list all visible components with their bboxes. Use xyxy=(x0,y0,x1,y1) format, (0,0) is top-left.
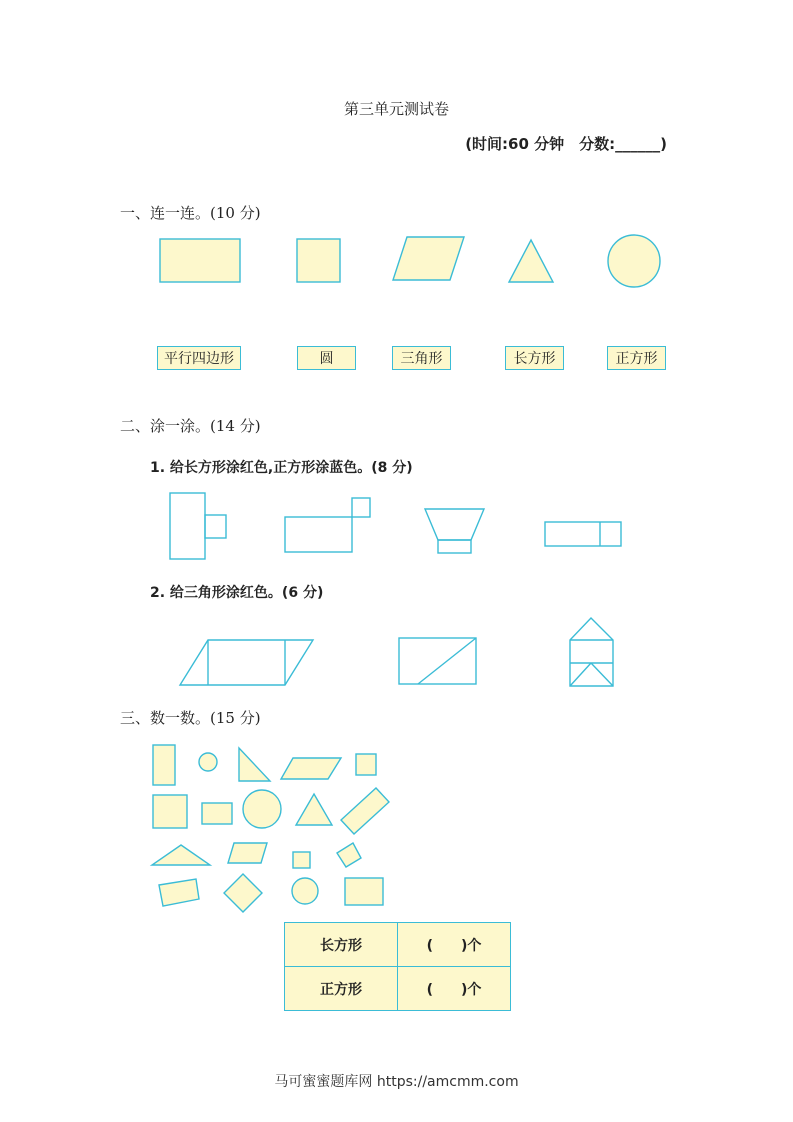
triangle-shape xyxy=(509,240,553,282)
count-circle-2 xyxy=(292,878,318,904)
rectangle-shape xyxy=(160,239,240,282)
question-2-1: 1. 给长方形涂红色,正方形涂蓝色。(8 分) xyxy=(150,460,413,476)
label-circle: 圆 xyxy=(297,346,356,370)
count-diamond xyxy=(224,874,262,912)
fig-7-line-4 xyxy=(591,663,613,686)
table-cell-shape: 正方形 xyxy=(285,967,398,1011)
label-rectangle: 长方形 xyxy=(505,346,564,370)
fig-6-rect xyxy=(399,638,476,684)
count-tilted-rect xyxy=(341,788,389,834)
circle-shape xyxy=(608,235,660,287)
count-triangle xyxy=(296,794,332,825)
fig-1-tall-rect xyxy=(170,493,205,559)
fig-6-diagonal xyxy=(418,638,476,684)
count-small-square-2 xyxy=(293,852,310,868)
count-circle xyxy=(243,790,281,828)
count-parallelogram-2 xyxy=(228,843,267,863)
count-table xyxy=(284,922,511,1011)
page-title: 第三单元测试卷 xyxy=(343,100,449,118)
count-tilted-rect-2 xyxy=(159,879,199,906)
fig-7-line-3 xyxy=(570,663,591,686)
section-1-heading: 一、连一连。(10 分) xyxy=(120,204,261,222)
fig-5-trapezoid xyxy=(180,640,313,685)
square-shape xyxy=(297,239,340,282)
fig-1-small-square xyxy=(205,515,226,538)
section-3-heading: 三、数一数。(15 分) xyxy=(120,709,261,727)
fig-2-rect xyxy=(285,517,352,552)
fig-3-small-rect xyxy=(438,540,471,553)
count-square-1 xyxy=(153,795,187,828)
count-small-square-1 xyxy=(356,754,376,775)
count-tall-rect xyxy=(153,745,175,785)
count-tilted-square xyxy=(337,843,361,867)
count-rect xyxy=(345,878,383,905)
table-row xyxy=(285,967,511,1011)
fig-3-trapezoid xyxy=(425,509,484,540)
footer-watermark: 马可蜜蜜题库网 https://amcmm.com xyxy=(274,1074,519,1090)
count-flat-triangle xyxy=(152,845,210,865)
section-2-heading: 二、涂一涂。(14 分) xyxy=(120,417,261,435)
count-right-triangle xyxy=(239,748,270,781)
count-parallelogram-1 xyxy=(281,758,341,779)
count-small-rect xyxy=(202,803,232,824)
question-2-2: 2. 给三角形涂红色。(6 分) xyxy=(150,585,324,601)
time-score-line: (时间:60 分钟 分数:______) xyxy=(465,135,667,153)
table-cell-shape: 长方形 xyxy=(285,923,398,967)
fig-4-rect xyxy=(545,522,621,546)
label-square: 正方形 xyxy=(607,346,666,370)
label-parallelogram: 平行四边形 xyxy=(157,346,241,370)
fig-7-house xyxy=(570,618,613,686)
fig-2-small-square xyxy=(352,498,370,517)
label-triangle: 三角形 xyxy=(392,346,451,370)
table-row xyxy=(285,923,511,967)
count-small-circle xyxy=(199,753,217,771)
table-cell-answer[interactable]: ( )个 xyxy=(398,967,511,1011)
table-cell-answer[interactable]: ( )个 xyxy=(398,923,511,967)
parallelogram-shape xyxy=(393,237,464,280)
